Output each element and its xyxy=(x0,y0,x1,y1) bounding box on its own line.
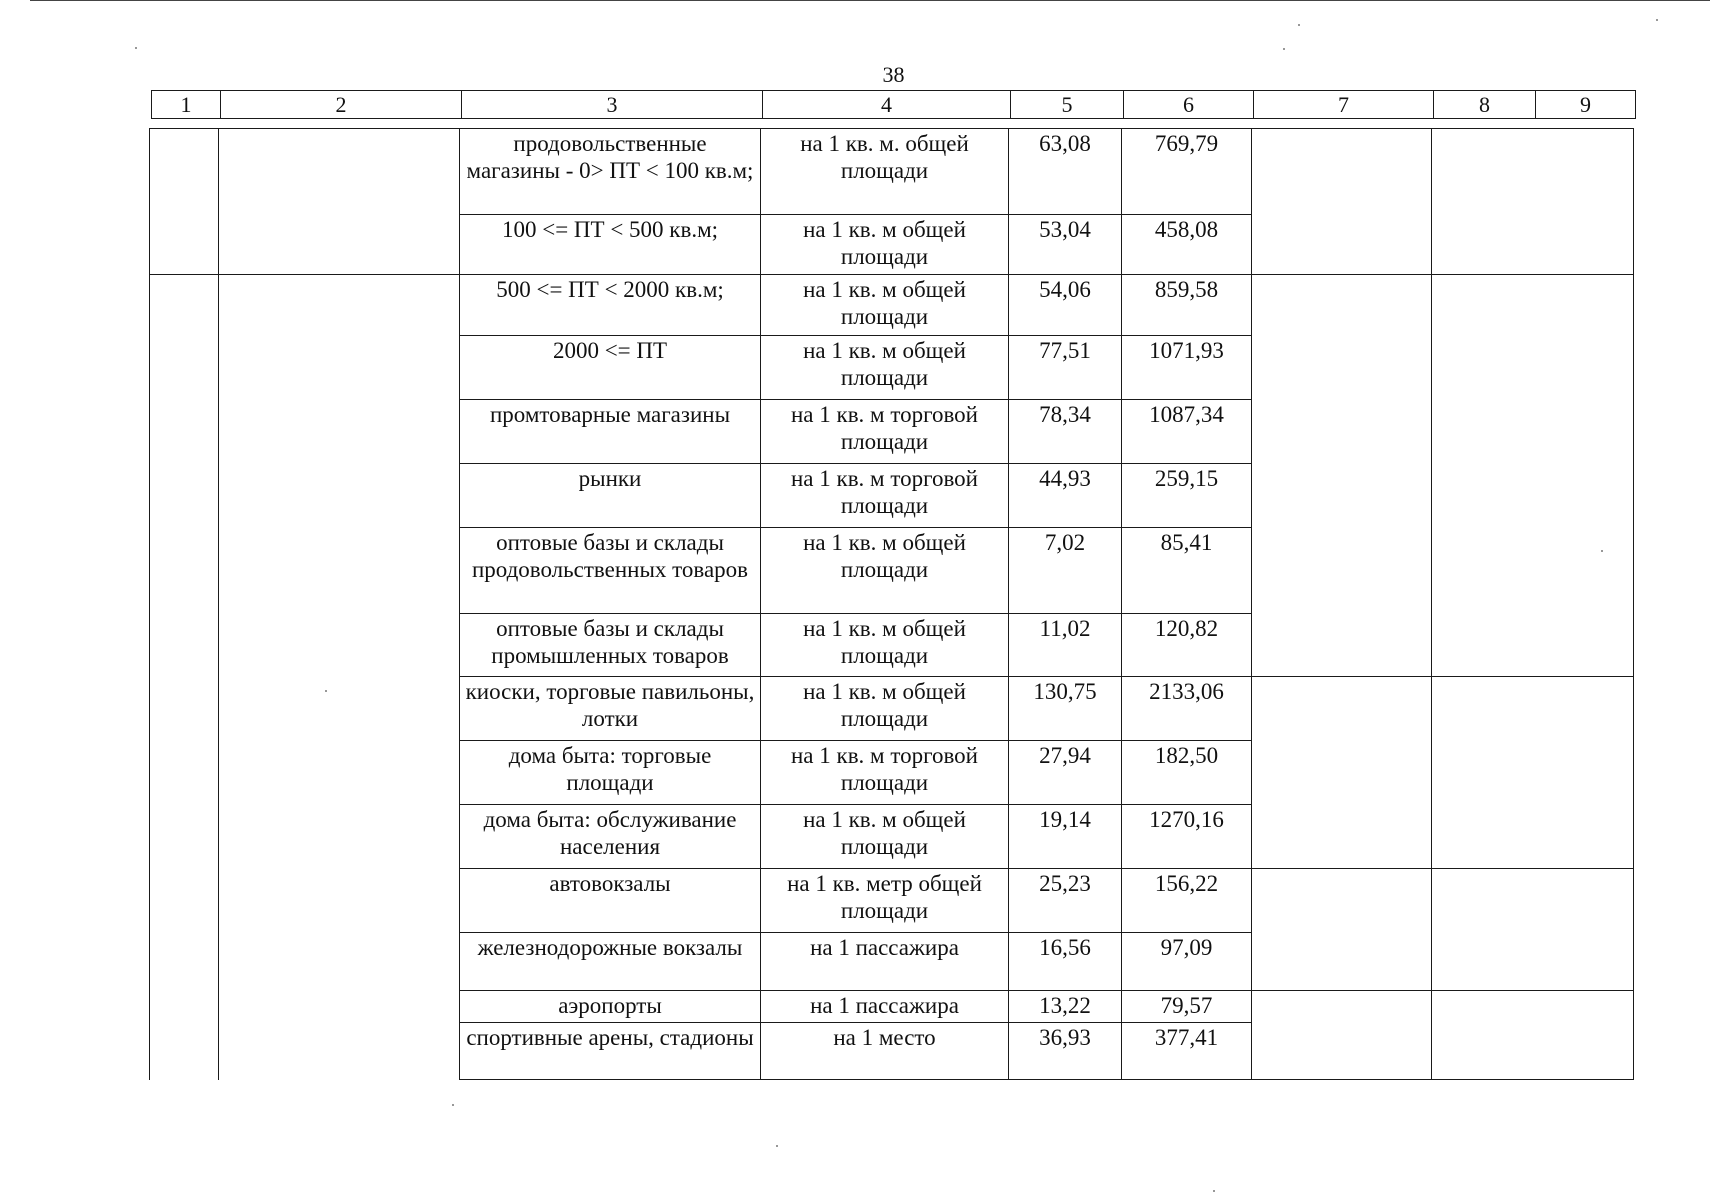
object-type-cell: 100 <= ПТ < 500 кв.м; xyxy=(460,215,761,275)
column-7-cell xyxy=(1252,869,1432,991)
value-col5-cell: 63,08 xyxy=(1009,129,1122,215)
value-col5-cell: 16,56 xyxy=(1009,933,1122,991)
value-col6-cell: 1270,16 xyxy=(1122,805,1252,869)
scan-edge-line xyxy=(30,0,1710,1)
object-type-cell: аэропорты xyxy=(460,991,761,1023)
column-1-cell xyxy=(150,275,219,1080)
header-col-7: 7 xyxy=(1254,91,1434,119)
value-col6-cell: 120,82 xyxy=(1122,614,1252,677)
unit-cell: на 1 пассажира xyxy=(761,991,1009,1023)
column-2-cell xyxy=(219,129,460,275)
value-col5-cell: 44,93 xyxy=(1009,464,1122,528)
column-7-cell xyxy=(1252,677,1432,869)
object-type-cell: промтоварные магазины xyxy=(460,400,761,464)
object-type-cell: оптовые базы и склады продовольственных товаров xyxy=(460,528,761,614)
column-8-9-cell xyxy=(1432,991,1634,1080)
unit-cell: на 1 кв. м общей площади xyxy=(761,528,1009,614)
header-col-6: 6 xyxy=(1124,91,1254,119)
unit-cell: на 1 кв. м общей площади xyxy=(761,215,1009,275)
column-number-header xyxy=(151,90,1636,119)
object-type-cell: железнодорожные вокзалы xyxy=(460,933,761,991)
value-col5-cell: 54,06 xyxy=(1009,275,1122,336)
object-type-cell: рынки xyxy=(460,464,761,528)
scan-speck xyxy=(1656,19,1658,21)
header-col-9: 9 xyxy=(1536,91,1636,119)
column-8-9-cell xyxy=(1432,129,1634,275)
header-col-5: 5 xyxy=(1011,91,1124,119)
value-col6-cell: 85,41 xyxy=(1122,528,1252,614)
column-1-cell xyxy=(150,129,219,275)
value-col6-cell: 1087,34 xyxy=(1122,400,1252,464)
value-col6-cell: 1071,93 xyxy=(1122,336,1252,400)
object-type-cell: 2000 <= ПТ xyxy=(460,336,761,400)
scan-speck xyxy=(1283,48,1285,50)
unit-cell: на 1 кв. м общей площади xyxy=(761,805,1009,869)
column-7-cell xyxy=(1252,991,1432,1080)
unit-cell: на 1 кв. м общей площади xyxy=(761,614,1009,677)
scan-speck xyxy=(135,47,137,49)
scan-speck xyxy=(452,1104,454,1106)
table-row xyxy=(150,129,1634,215)
value-col5-cell: 78,34 xyxy=(1009,400,1122,464)
header-col-4: 4 xyxy=(763,91,1011,119)
column-8-9-cell xyxy=(1432,275,1634,677)
object-type-cell: дома быта: обслуживание населения xyxy=(460,805,761,869)
header-col-2: 2 xyxy=(221,91,462,119)
column-8-9-cell xyxy=(1432,677,1634,869)
value-col6-cell: 156,22 xyxy=(1122,869,1252,933)
unit-cell: на 1 кв. м общей площади xyxy=(761,275,1009,336)
header-col-3: 3 xyxy=(462,91,763,119)
header-row xyxy=(152,91,1636,119)
value-col6-cell: 458,08 xyxy=(1122,215,1252,275)
value-col5-cell: 11,02 xyxy=(1009,614,1122,677)
unit-cell: на 1 кв. м. общей площади xyxy=(761,129,1009,215)
value-col5-cell: 25,23 xyxy=(1009,869,1122,933)
value-col6-cell: 79,57 xyxy=(1122,991,1252,1023)
value-col6-cell: 2133,06 xyxy=(1122,677,1252,741)
column-7-cell xyxy=(1252,275,1432,677)
object-type-cell: киоски, торговые павильоны, лотки xyxy=(460,677,761,741)
unit-cell: на 1 кв. м общей площади xyxy=(761,336,1009,400)
value-col5-cell: 53,04 xyxy=(1009,215,1122,275)
value-col6-cell: 859,58 xyxy=(1122,275,1252,336)
unit-cell: на 1 кв. метр общей площади xyxy=(761,869,1009,933)
object-type-cell: спортивные арены, стадионы xyxy=(460,1023,761,1080)
value-col5-cell: 130,75 xyxy=(1009,677,1122,741)
scan-speck xyxy=(325,690,327,692)
value-col5-cell: 13,22 xyxy=(1009,991,1122,1023)
unit-cell: на 1 место xyxy=(761,1023,1009,1080)
object-type-cell: дома быта: торговые площади xyxy=(460,741,761,805)
value-col5-cell: 77,51 xyxy=(1009,336,1122,400)
scan-speck xyxy=(1601,550,1603,552)
page-number: 38 xyxy=(882,62,905,87)
header-col-8: 8 xyxy=(1434,91,1536,119)
unit-cell: на 1 кв. м торговой площади xyxy=(761,464,1009,528)
column-2-cell xyxy=(219,275,460,1080)
object-type-cell: продовольственные магазины - 0> ПТ < 100 кв.м; xyxy=(460,129,761,215)
table-row xyxy=(150,275,1634,336)
unit-cell: на 1 кв. м торговой площади xyxy=(761,400,1009,464)
header-col-1: 1 xyxy=(152,91,221,119)
value-col6-cell: 377,41 xyxy=(1122,1023,1252,1080)
object-type-cell: автовокзалы xyxy=(460,869,761,933)
column-8-9-cell xyxy=(1432,869,1634,991)
object-type-cell: 500 <= ПТ < 2000 кв.м; xyxy=(460,275,761,336)
scan-speck xyxy=(1298,24,1300,26)
unit-cell: на 1 кв. м торговой площади xyxy=(761,741,1009,805)
value-col6-cell: 182,50 xyxy=(1122,741,1252,805)
unit-cell: на 1 пассажира xyxy=(761,933,1009,991)
tariff-table xyxy=(149,128,1634,1080)
object-type-cell: оптовые базы и склады промышленных товаров xyxy=(460,614,761,677)
unit-cell: на 1 кв. м общей площади xyxy=(761,677,1009,741)
value-col6-cell: 97,09 xyxy=(1122,933,1252,991)
value-col5-cell: 7,02 xyxy=(1009,528,1122,614)
value-col5-cell: 27,94 xyxy=(1009,741,1122,805)
scan-speck xyxy=(776,1145,778,1147)
value-col5-cell: 36,93 xyxy=(1009,1023,1122,1080)
scan-speck xyxy=(1213,1190,1215,1192)
value-col6-cell: 259,15 xyxy=(1122,464,1252,528)
column-7-cell xyxy=(1252,129,1432,275)
value-col5-cell: 19,14 xyxy=(1009,805,1122,869)
value-col6-cell: 769,79 xyxy=(1122,129,1252,215)
